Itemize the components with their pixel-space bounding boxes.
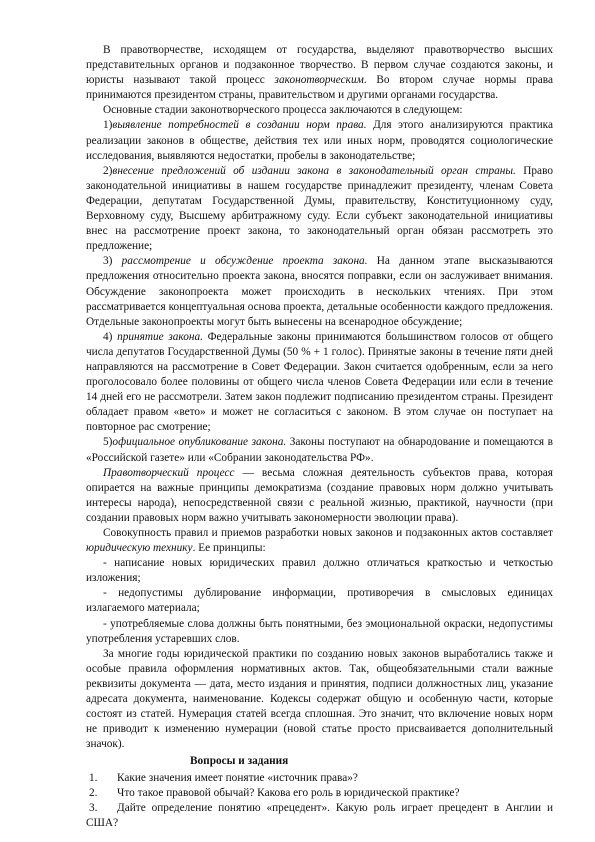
text-run: Основные стадии законотворческого процесса заключаются в следующем: [103, 104, 463, 117]
italic-term: выявление потребностей в создании норм права. [112, 119, 367, 132]
text-run: - недопустимы дублирование информации, противоречия в смысловых единицах излагаемого материала; [86, 587, 553, 615]
paragraph [86, 435, 553, 465]
question-text: Дайте определение понятию «прецедент». Какую роль играет прецедент в Англии и США? [86, 801, 553, 829]
question-text: Какие значения имеет понятие «источник права»? [117, 771, 358, 784]
text-run: Федеральные законы принимаются большинством голосов от общего числа депутатов Государственной Думы (50 % + 1 голос). Принятые законы в течение пяти дней направляются на рассмотрение в Совет Федерации. Закон считается одобренным, если за него проголосовало более половины от общего числа членов Совета Федерации или если в течение 14 дней его не рассмотрели. Затем закон подлежит подписанию президентом страны. Президент обладает правом «вето» и может не согласиться с законом. В этом случае он поступает на повторное рас смотрение; [86, 330, 553, 434]
text-run: . Ее принципы: [192, 542, 266, 555]
text-run: — весьма сложная деятельность субъектов права, которая опирается на важные принципы демократизма (создание правовых норм должно учитывать интересы народа), непосредственной связи с реальной жизнью, практикой, научности (при создании правовых норм важно учитывать закономерности эволюции права). [86, 466, 553, 524]
italic-term: принятие закона. [117, 330, 203, 343]
paragraph [86, 164, 553, 255]
questions-list [86, 771, 553, 831]
text-run: На данном этапе высказываются предложения относительно проекта закона, вносятся поправки, если он заслуживает внимания. Обсуждение законопроекта может происходить в нескольких чтениях. При этом рассматривается концептуальная основа проекта, детальные особенности каждого предложения. Отдельные законопроекты могут быть вынесены на всенародное обсуждение; [86, 255, 553, 328]
paragraph [86, 43, 553, 103]
question-item [86, 771, 553, 786]
question-item [86, 786, 553, 801]
paragraph [86, 466, 553, 526]
paragraph [86, 617, 553, 647]
italic-term: юридическую технику [86, 542, 193, 555]
text-run: 4) [103, 330, 118, 343]
question-number: 3. [89, 801, 98, 814]
text-run: Совокупность правил и приемов разработки новых законов и подзаконных актов составляет [103, 527, 553, 539]
text-run: В правотворчестве, исходящем от государства, выделяют правотворчество высших представительных органов и подзаконное творчество. В первом случае создаются законы, и юристы называют такой процесс [86, 44, 553, 87]
question-number: 2. [89, 786, 98, 799]
text-run: Законы поступают на обнародование и помещаются в «Российской газете» или «Собрании законодательства РФ». [86, 436, 553, 464]
paragraph [86, 103, 553, 118]
text-run: 3) [103, 255, 122, 268]
question-number: 1. [89, 771, 98, 784]
paragraph [86, 647, 553, 753]
paragraph [86, 526, 553, 556]
text-run: - употребляемые слова должны быть понятными, без эмоциональной окраски, недопустимы употребления устаревших слов. [86, 617, 553, 645]
paragraph [86, 330, 553, 436]
paragraph [86, 556, 553, 586]
question-text: Что такое правовой обычай? Какова его роль в юридической практике? [117, 786, 460, 799]
text-run: За многие годы юридической практики по созданию новых законов выработались также и особые правила оформления нормативных актов. Так, общеобязательными стали важные реквизиты документа — дата, место издания и принятия, подписи должностных лиц, указание адресата документа, наименование. Кодексы содержат общую и особенную части, которые состоят из статей. Нумерация статей всегда сплошная. Это значит, что включение новых норм не приводит к изменению нумерации (новой статье просто присваивается дополнительный значок). [86, 647, 553, 751]
document-body [86, 43, 553, 831]
questions-heading: Вопросы и задания [190, 755, 289, 768]
paragraph [86, 254, 553, 329]
italic-term: рассмотрение и обсуждение проекта закона. [121, 255, 368, 268]
text-run: 2) [103, 164, 113, 177]
question-item [86, 801, 553, 831]
paragraphs [86, 43, 553, 752]
paragraph [86, 586, 553, 616]
paragraph [86, 118, 553, 163]
text-run: - написание новых юридических правил должно отличаться краткостью и четкостью изложения; [86, 557, 553, 585]
text-run: Для этого анализируются практика реализации законов в обществе, действия тех или иных норм, проводятся социологические исследования, выявляются недостатки, пробелы в законодательстве; [86, 119, 554, 162]
italic-term: внесение предложений об издании закона в законодательный орган страны. [112, 164, 516, 177]
italic-term: Правотворческий процесс [103, 466, 235, 479]
italic-term: официальное опубликование закона. [112, 436, 287, 449]
text-run: Право законодательной инициативы в нашем государстве принадлежит президенту, членам Совета Федерации, депутатам Государственной Думы, правительству, Конституционному суду, Верховному суду, Высшему арбитражному суду. Если субъект законодательной инициативы внес на рассмотрение проект закона, то законодательный орган обязан рассмотреть это предложение; [86, 164, 553, 253]
text-run: 1) [103, 119, 113, 132]
text-run: . Во втором случае нормы права принимаются президентом страны, правительством и другими органами государства. [86, 74, 554, 102]
italic-term: законотворческим [274, 74, 364, 87]
text-run: 5) [103, 436, 113, 449]
